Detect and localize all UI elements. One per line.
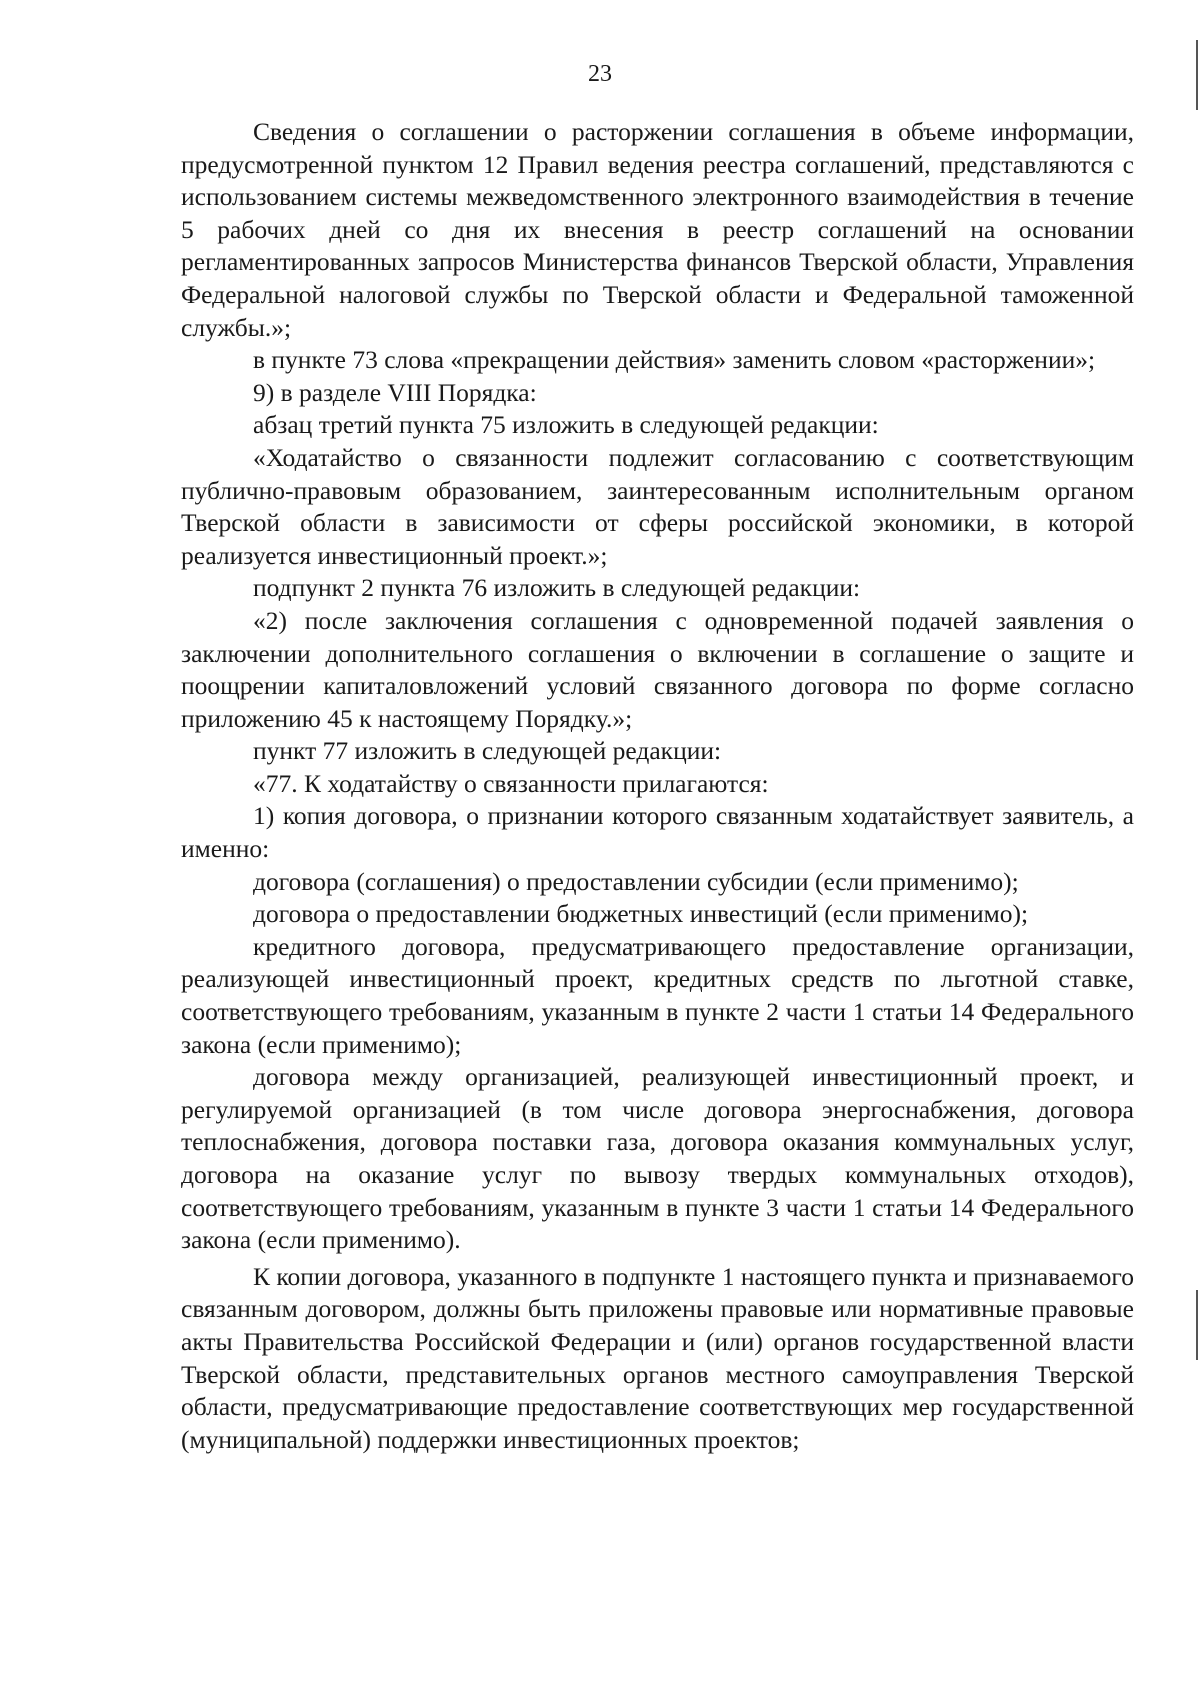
paragraph-item-77-sub-1: 1) копия договора, о признании которого связанным ходатайствует заявитель, а именно:	[181, 801, 1134, 864]
paragraph-item-76-intro: подпункт 2 пункта 76 изложить в следующей редакции:	[253, 573, 861, 603]
paragraph-credit-contract: кредитного договора, предусматривающего предоставление организации, реализующей инвестиционный проект, кредитных средств по льготной ставке, соответствующего требованиям, указанным в пункте 2 части 1 статьи 14 Федерального закона (если применимо);	[181, 931, 1134, 1059]
paragraph-item-77-intro: пункт 77 изложить в следующей редакции:	[253, 736, 722, 766]
paragraph-subsidy-contract: договора (соглашения) о предоставлении субсидии (если применимо);	[253, 866, 1019, 896]
paragraph-item-76-text: «2) после заключения соглашения с одновременной подачей заявления о заключении дополнительного соглашения о включении в соглашение о защите и поощрении капиталовложений условий связанного договора по форме согласно приложению 45 к настоящему Порядку.»;	[181, 605, 1134, 733]
page-number: 23	[588, 61, 612, 87]
paragraph-budget-investments: договора о предоставлении бюджетных инвестиций (если применимо);	[253, 899, 1029, 929]
scan-edge-mark-top	[1196, 40, 1198, 110]
paragraph-registry-info: Сведения о соглашении о расторжении соглашения в объеме информации, предусмотренной пунктом 12 Правил ведения реестра соглашений, представляются с использованием системы межведомственного электронного взаимодействия в течение 5 рабочих дней со дня их внесения в реестр соглашений на основании регламентированных запросов Министерства финансов Тверской области, Управления Федеральной налоговой службы по Тверской области и Федеральной таможенной службы.»;	[181, 117, 1134, 342]
scan-edge-mark-bottom	[1196, 1290, 1198, 1360]
paragraph-section-viii: 9) в разделе VIII Порядка:	[253, 377, 537, 407]
paragraph-item-77-heading: «77. К ходатайству о связанности прилагаются:	[253, 768, 769, 798]
paragraph-item-75-text: «Ходатайство о связанности подлежит согласованию с соответствующим публично-правовым образованием, заинтересованным исполнительным органом Тверской области в зависимости от сферы российской экономики, в которой реализуется инвестиционный проект.»;	[181, 442, 1134, 570]
paragraph-item-73: в пункте 73 слова «прекращении действия» заменить словом «расторжении»;	[253, 345, 1096, 375]
paragraph-regulated-organization: договора между организацией, реализующей инвестиционный проект, и регулируемой организацией (в том числе договора энергоснабжения, договора теплоснабжения, договора поставки газа, договора оказания коммунальных услуг, договора на оказание услуг по вывозу твердых коммунальных отходов), соответствующего требованиям, указанным в пункте 3 части 1 статьи 14 Федерального закона (если применимо).	[181, 1062, 1134, 1255]
paragraph-contract-copy: К копии договора, указанного в подпункте 1 настоящего пункта и признаваемого связанным договором, должны быть приложены правовые или нормативные правовые акты Правительства Российской Федерации и (или) органов государственной власти Тверской области, представительных органов местного самоуправления Тверской области, предусматривающие предоставление соответствующих мер государственной (муниципальной) поддержки инвестиционных проектов;	[181, 1261, 1134, 1454]
document-body	[181, 116, 1134, 1456]
paragraph-item-75-intro: абзац третий пункта 75 изложить в следующей редакции:	[253, 410, 879, 440]
